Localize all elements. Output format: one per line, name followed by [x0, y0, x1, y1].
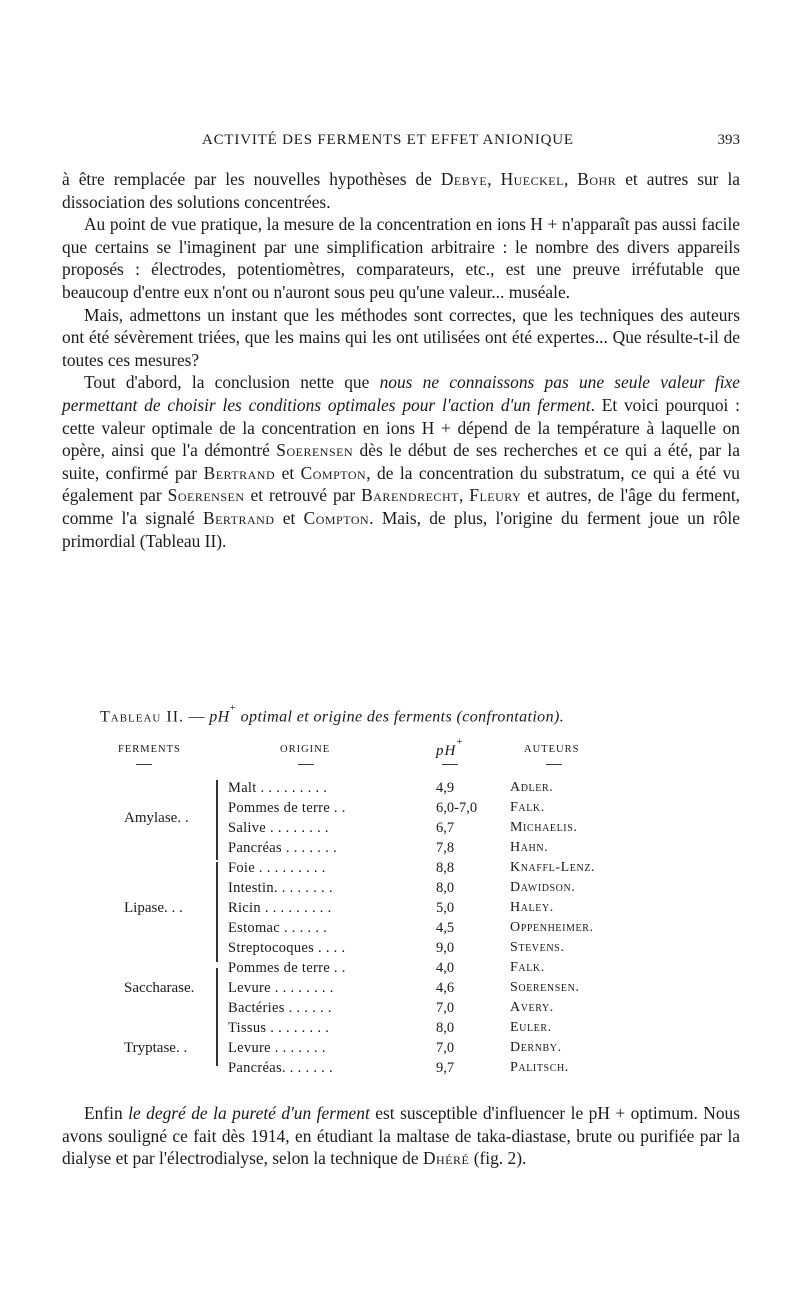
cell-ph: 8,0 — [436, 1020, 455, 1036]
header-auteurs: AUTEURS — [524, 744, 580, 755]
cell-author: Dernby. — [510, 1040, 562, 1055]
final-text — [62, 1102, 740, 1170]
table-row — [100, 1020, 660, 1041]
cell-author: Hahn. — [510, 840, 549, 855]
table-row — [100, 840, 660, 861]
paragraph-1: à être remplacée par les nouvelles hypothèses de Debye, Hueckel, Bohr et autres sur la dissociation des solutions concentrées. — [62, 169, 740, 212]
cell-origin: Salive . . . . . . . . — [228, 820, 329, 836]
paragraph-final: Enfin le degré de la pureté d'un ferment est susceptible d'influencer le pH + optimum. Nous avons souligné ce fait dès 1914, en étudiant la maltase de taka-diastase, brute ou purifiée par la dialyse et par l'électrodialyse, selon la technique de Dhéré (fig. 2). — [62, 1103, 741, 1169]
paragraph-4: Tout d'abord, la conclusion nette que nous ne connaissons pas une seule valeur fixe permettant de choisir les conditions optimales pour l'action d'un ferment. Et voici pourquoi : cette valeur optimale de la concentration en ions H + dépend de la température à laquelle on opère, ainsi que l'a démontré Soerensen dès le début de ses recherches et ce qui a été, par la suite, confirmé par Bertrand et Compton, de la concentration du substratum, ce qui a été vu également par Soerensen et retrouvé par Barendrecht, Fleury et autres, de l'âge du ferment, comme l'a signalé Bertrand et Compton. Mais, de plus, l'origine du ferment joue un rôle primordial (Tableau II). — [62, 372, 741, 551]
running-title: ACTIVITÉ DES FERMENTS ET EFFET ANIONIQUE — [202, 132, 574, 148]
cell-author: Michaelis. — [510, 820, 578, 835]
group-label: Amylase. . — [124, 810, 189, 826]
table-row — [100, 1000, 660, 1021]
cell-origin: Pancréas. . . . . . . — [228, 1060, 333, 1076]
header-origine: ORIGINE — [280, 744, 331, 755]
group-label: Saccharase. — [124, 980, 195, 996]
cell-origin: Pommes de terre . . — [228, 960, 346, 976]
cell-origin: Bactéries . . . . . . — [228, 1000, 332, 1016]
table-row — [100, 920, 660, 941]
table-row — [100, 960, 660, 981]
cell-origin: Tissus . . . . . . . . — [228, 1020, 330, 1036]
cell-author: Dawidson. — [510, 880, 576, 895]
paragraph-2: Au point de vue pratique, la mesure de la concentration en ions H + n'apparaît pas aussi facile que certains se l'imaginent par une simplification arbitraire : le nombre des divers appareils proposés : électrodes, potentiomètres, comparateurs, etc., est une preuve irréfutable que beaucoup d'entre eux n'ont ou n'auront sous peu qu'une valeur... muséale. — [62, 214, 740, 302]
cell-author: Falk. — [510, 960, 545, 975]
paragraph-3: Mais, admettons un instant que les méthodes sont correctes, que les techniques des auteurs ont été sévèrement triées, que les mains qui les ont utilisées ont été expertes... Que résulte-t-il de toutes ces mesures? — [62, 304, 740, 370]
cell-origin: Malt . . . . . . . . . — [228, 780, 328, 796]
cell-ph: 8,0 — [436, 880, 455, 896]
cell-ph: 4,5 — [436, 920, 455, 936]
table-row — [100, 880, 660, 901]
cell-origin: Pommes de terre . . — [228, 800, 346, 816]
cell-author: Stevens. — [510, 940, 565, 955]
cell-ph: 4,0 — [436, 960, 455, 976]
cell-ph: 9,0 — [436, 940, 455, 956]
cell-ph: 4,9 — [436, 780, 455, 796]
cell-origin: Foie . . . . . . . . . — [228, 860, 326, 876]
cell-ph: 7,0 — [436, 1040, 455, 1056]
page-number: 393 — [717, 132, 740, 148]
cell-author: Knaffl-Lenz. — [510, 860, 596, 875]
cell-origin: Pancréas . . . . . . . — [228, 840, 337, 856]
author-name: Debye — [440, 169, 488, 189]
cell-author: Haley. — [510, 900, 554, 915]
cell-ph: 8,8 — [436, 860, 455, 876]
cell-origin: Estomac . . . . . . — [228, 920, 328, 936]
cell-author: Euler. — [510, 1020, 552, 1035]
cell-author: Avery. — [510, 1000, 554, 1015]
cell-ph: 7,8 — [436, 840, 455, 856]
cell-origin: Levure . . . . . . . . — [228, 980, 334, 996]
author-name: Bohr — [577, 169, 617, 189]
cell-ph: 6,7 — [436, 820, 455, 836]
cell-author: Palitsch. — [510, 1060, 569, 1075]
cell-author: Adler. — [510, 780, 554, 795]
cell-origin: Levure . . . . . . . — [228, 1040, 326, 1056]
table-row — [100, 1040, 660, 1061]
table-row — [100, 980, 660, 1001]
table-row — [100, 780, 660, 801]
table-row — [100, 820, 660, 841]
cell-ph: 5,0 — [436, 900, 455, 916]
body-text — [62, 168, 740, 552]
table-row — [100, 1060, 660, 1081]
group-label: Lipase. . . — [124, 900, 183, 916]
table-row — [100, 900, 660, 921]
author-name: Hueckel — [500, 169, 564, 189]
cell-origin: Intestin. . . . . . . . — [228, 880, 333, 896]
header-ferments: FERMENTS — [118, 744, 181, 755]
italic-phrase: nous ne connaissons pas une seule valeur fixe permettant de choisir les conditions optimales pour l'action d'un ferment — [62, 372, 740, 415]
ferments-table — [100, 736, 660, 1076]
table-row — [100, 800, 660, 821]
table-row — [100, 940, 660, 961]
cell-ph: 7,0 — [436, 1000, 455, 1016]
group-label: Tryptase. . — [124, 1040, 188, 1056]
cell-ph: 9,7 — [436, 1060, 455, 1076]
cell-author: Soerensen. — [510, 980, 580, 995]
table-row — [100, 860, 660, 881]
cell-origin: Streptocoques . . . . — [228, 940, 346, 956]
cell-ph: 4,6 — [436, 980, 455, 996]
cell-author: Falk. — [510, 800, 545, 815]
running-head — [62, 132, 740, 154]
cell-origin: Ricin . . . . . . . . . — [228, 900, 332, 916]
table-caption: Tableau II. — pH+ optimal et origine des ferments (confrontation). — [100, 702, 565, 726]
cell-author: Oppenheimer. — [510, 920, 594, 935]
cell-ph: 6,0-7,0 — [436, 800, 478, 816]
header-ph: pH+ — [436, 736, 464, 759]
